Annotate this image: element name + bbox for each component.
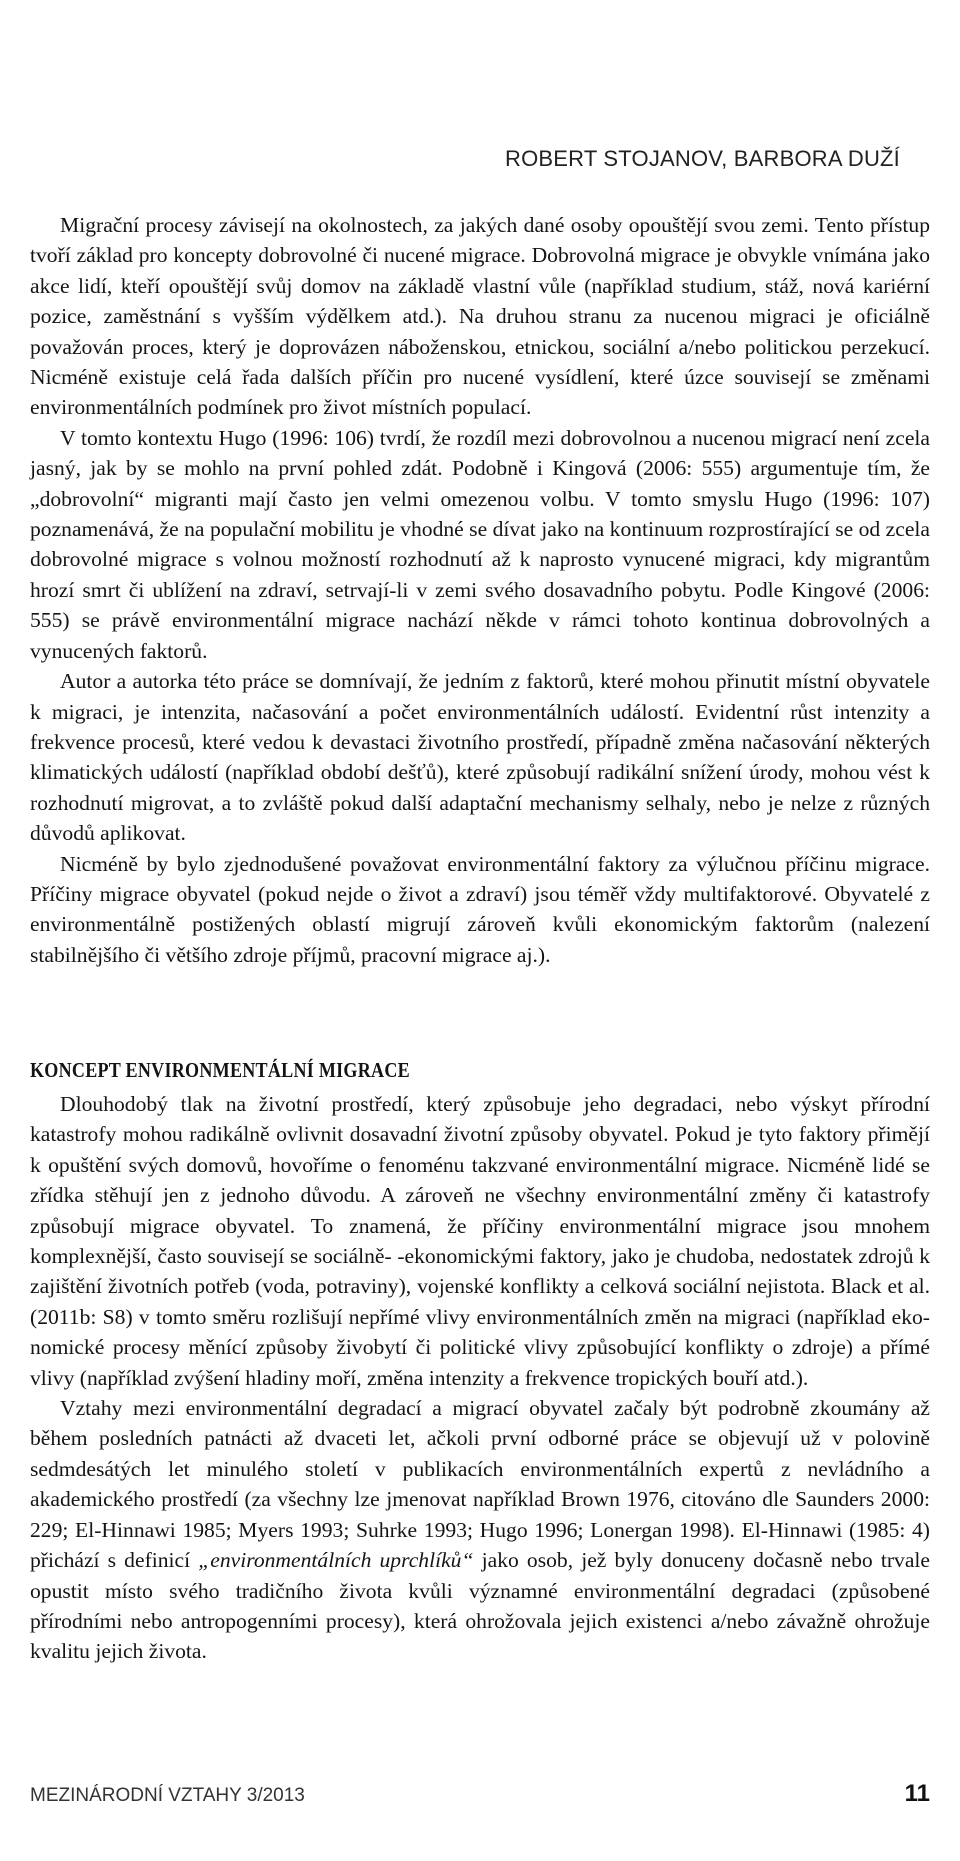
body-text-top: [30, 210, 930, 970]
paragraph: Migrační procesy závisejí na okolnostech, za jakých dané osoby opouštějí svou zemi. Tento přístup tvoří základ pro koncepty dobrovolné či nucené migrace. Dobrovolná migrace je obvykle vnímána jako akce lidí, kteří opouštějí svůj domov na základě vlastní vůle (například studium, stáž, nová kariérní pozice, zaměstnání s vyšším výdělkem atd.). Na druhou stranu za nucenou migraci je oficiálně považován proces, který je doprovázen náboženskou, etnickou, sociální a/nebo politickou perzekucí. Nicméně existuje celá řada dalších příčin pro nucené vysídlení, které úzce souvisejí se změnami environmentálních podmínek pro život místních populací.: [30, 213, 930, 420]
paragraph: Autor a autorka této práce se domnívají, že jedním z faktorů, které mohou přinutit místní obyvatele k migraci, je intenzita, načasování a počet environmentálních událostí. Evidentní růst intenzity a frekvence procesů, které vedou k devastaci životního prostředí, případně změna načasování některých klimatických událostí (například období dešťů), které způsobují radikální snížení úrody, mohou vést k rozhodnutí migrovat, a to zvláště pokud další adaptační mechanismy selhaly, nebo je nelze z různých důvodů aplikovat.: [30, 669, 930, 846]
defined-term: „environmentálních uprchlíků“: [198, 1548, 474, 1573]
paragraph-with-definition: [30, 1393, 930, 1667]
paragraph: V tomto kontextu Hugo (1996: 106) tvrdí, že rozdíl mezi dobrovolnou a nucenou migrací není zcela jasný, jak by se mohlo na první pohled zdát. Podobně i Kingová (2006: 555) argumentuje tím, že „dobrovolní“ migranti mají často jen velmi omezenou volbu. V tomto smyslu Hugo (1996: 107) poznamenává, že na populační mobilitu je vhodné se dívat jako na kontinuum rozprostírající se od zcela dobrovolné migrace s volnou možností rozhodnutí až k naprosto vynucené migraci, kdy migrantům hrozí smrt či ublížení na zdraví, setrvají-li v zemi svého dosavadního pobytu. Podle Kingové (2006: 555) se právě environmentální migrace nachází někde v rámci tohoto kontinua dobrovolných a vynucených faktorů.: [30, 425, 930, 663]
page-number: 11: [904, 1780, 930, 1807]
running-head-authors: ROBERT STOJANOV, BARBORA DUŽÍ: [505, 146, 900, 171]
footer-journal-name: MEZINÁRODNÍ VZTAHY 3/2013: [30, 1785, 305, 1806]
section-heading: KONCEPT ENVIRONMENTÁLNÍ MIGRACE: [30, 1058, 410, 1082]
paragraph: Nicméně by bylo zjednodušené považovat environmentální faktory za výlučnou příčinu migrace. Příčiny migrace obyvatel (pokud nejde o život a zdraví) jsou téměř vždy multifaktorové. Obyvatelé z environmentálně postižených oblastí migrují zároveň kvůli ekonomickým faktorům (nalezení stabilnějšího či většího zdroje příjmů, pracovní migrace aj.).: [30, 851, 930, 967]
paragraph-text: Vztahy mezi environmentální degradací a migrací obyvatel začaly být podrobně zkoumány až během posledních patnácti až dvaceti let, ačkoli první odborné práce se objevují už v polovině sedmdesátých let minulého století v publikacích environmentálních expertů z nevládního a akademického prostředí (za všechny lze jmenovat například Brown 1976, citováno dle Saunders 2000: 229; El-Hinnawi 1985; Myers 1993; Suhrke 1993; Hugo 1996; Lonergan 1998). El-Hinnawi (1985: 4) přichází s definicí: [30, 1396, 930, 1573]
paragraph: Dlouhodobý tlak na životní prostředí, který způsobuje jeho degradaci, nebo výskyt přírodní katastrofy mohou radikálně ovlivnit dosavadní životní způsoby obyvatel. Pokud je tyto faktory přimějí k opuštění svých domovů, hovoříme o fenoménu takzvané environmentální migrace. Nicméně lidé se zřídka stěhují jen z jednoho důvodu. A zároveň ne všechny environmentální změny či katastrofy způsobují migrace obyvatel. To znamená, že příčiny environmentální migrace jsou mnohem komplexnější, často souvisejí se sociálně- -ekonomickými faktory, jako je chudoba, nedostatek zdrojů k zajištění životních potřeb (voda, potraviny), vojenské konflikty a celková sociální nejistota. Black et al. (2011b: S8) v tomto směru rozlišují nepřímé vlivy environmentálních změn na migraci (například ekonomické procesy měnící způsoby živobytí či politické vlivy způsobující konflikty o zdroje) a přímé vlivy (například zvýšení hladiny moří, změna intenzity a frekvence tropických bouří atd.).: [30, 1092, 930, 1390]
body-text-bottom: [30, 1089, 930, 1667]
paragraph-text: jako osob, jež byly donuceny dočasně nebo trvale opustit místo svého tradičního života kvůli významné environmentální degradaci (způsobené přírodními nebo antropogenními procesy), která ohrožovala jejich existenci a/nebo závažně ohrožuje kvalitu jejich života.: [30, 1548, 931, 1664]
